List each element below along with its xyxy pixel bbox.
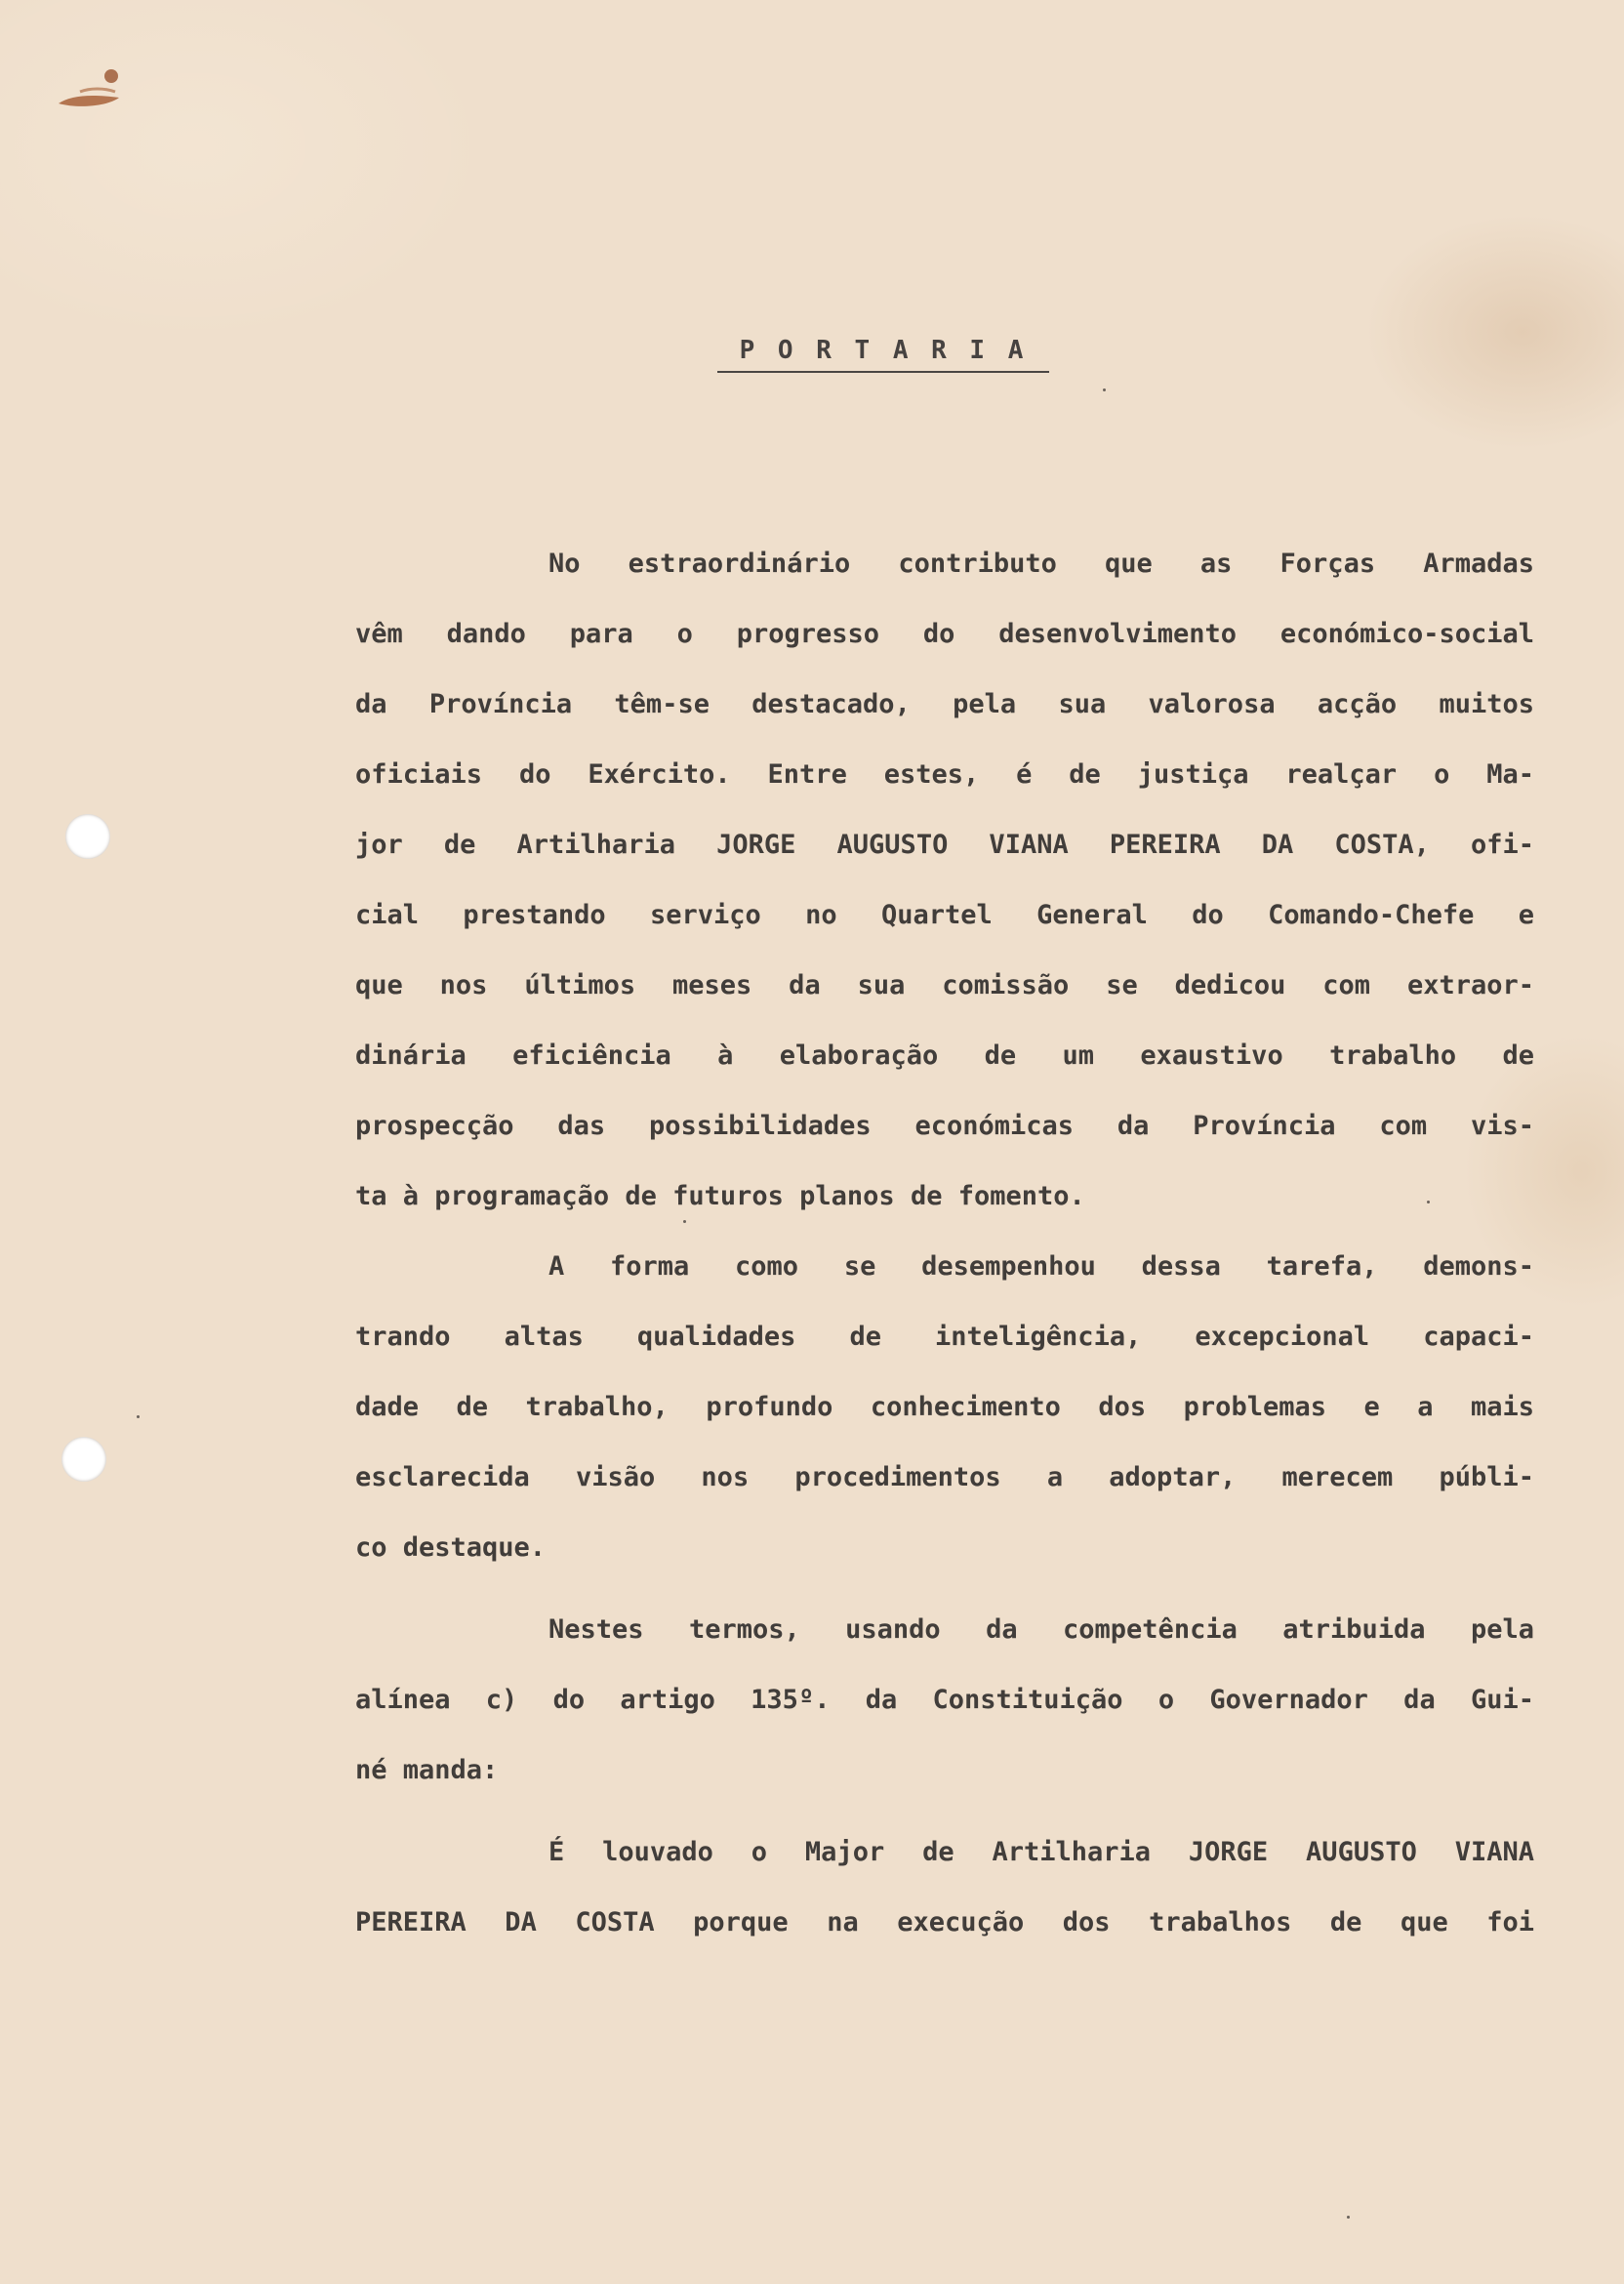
text-line: trando altas qualidades de inteligência, excepcional capaci-	[355, 1322, 1534, 1352]
text-line: vêm dando para o progresso do desenvolvimento económico-social	[355, 619, 1534, 649]
text-line: A forma como se desempenhou dessa tarefa, demons-	[548, 1251, 1534, 1282]
text-line: Nestes termos, usando da competência atribuida pela	[548, 1614, 1534, 1645]
paper-speck	[683, 1220, 686, 1223]
paper-speck	[1347, 2216, 1350, 2219]
text-line: É louvado o Major de Artilharia JORGE AUGUSTO VIANA	[548, 1837, 1534, 1867]
paper-speck	[1103, 388, 1106, 391]
punch-hole-bottom	[61, 1437, 106, 1482]
text-line: alínea c) do artigo 135º. da Constituição o Governador da Gui-	[355, 1685, 1534, 1715]
paper-speck	[137, 1415, 140, 1418]
text-line: No estraordinário contributo que as Forças Armadas	[548, 549, 1534, 579]
text-line: co destaque.	[355, 1532, 547, 1563]
text-line: dinária eficiência à elaboração de um exaustivo trabalho de	[355, 1040, 1534, 1071]
text-line: PEREIRA DA COSTA porque na execução dos trabalhos de que foi	[355, 1907, 1534, 1937]
text-line: da Província têm-se destacado, pela sua valorosa acção muitos	[355, 689, 1534, 719]
text-line: ta à programação de futuros planos de fomento.	[355, 1181, 1085, 1211]
text-line: que nos últimos meses da sua comissão se dedicou com extraor-	[355, 970, 1534, 1000]
text-line: oficiais do Exército. Entre estes, é de justiça realçar o Ma-	[355, 759, 1534, 790]
text-line: jor de Artilharia JORGE AUGUSTO VIANA PEREIRA DA COSTA, ofi-	[355, 830, 1534, 860]
text-line: prospecção das possibilidades económicas da Província com vis-	[355, 1111, 1534, 1141]
punch-hole-top	[65, 814, 110, 859]
text-line: né manda:	[355, 1755, 499, 1785]
text-line: dade de trabalho, profundo conhecimento dos problemas e a mais	[355, 1392, 1534, 1422]
text-line: esclarecida visão nos procedimentos a adoptar, merecem públi-	[355, 1462, 1534, 1492]
text-line: cial prestando serviço no Quartel General do Comando-Chefe e	[355, 900, 1534, 930]
rust-stain-mark	[51, 66, 129, 115]
document-title: P O R T A R I A	[717, 336, 1049, 373]
